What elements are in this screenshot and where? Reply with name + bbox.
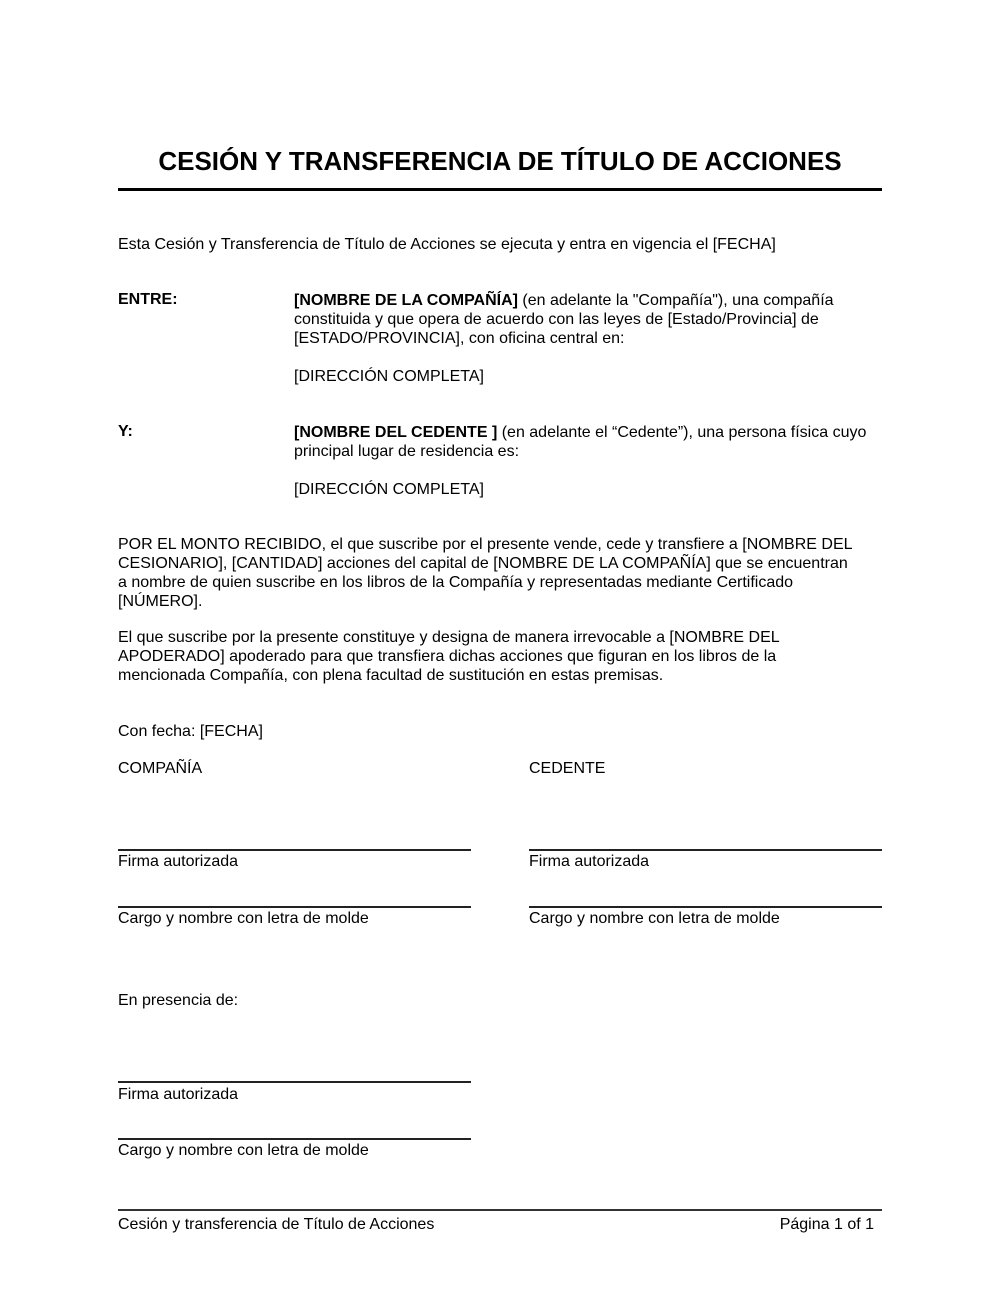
company-signature-label: Firma autorizada [118, 853, 239, 870]
company-name-placeholder: [NOMBRE DE LA COMPAÑÍA] [294, 292, 518, 309]
intro-paragraph: Esta Cesión y Transferencia de Título de Acciones se ejecuta y entra en vigencia el [FECHA] [118, 236, 776, 253]
company-address: [DIRECCIÓN COMPLETA] [294, 368, 484, 385]
company-signature-heading: COMPAÑÍA [118, 760, 203, 777]
assignor-signature-label: Firma autorizada [529, 853, 650, 870]
witness-signature-label: Firma autorizada [118, 1086, 239, 1103]
party-label-entre: ENTRE: [118, 291, 178, 308]
witness-name-line[interactable] [118, 1138, 471, 1140]
document-title: CESIÓN Y TRANSFERENCIA DE TÍTULO DE ACCIONES [158, 146, 842, 176]
title-divider [118, 188, 882, 191]
footer-page-number: Página 1 of 1 [779, 1216, 874, 1233]
assignor-name-placeholder: [NOMBRE DEL CEDENTE ] [294, 424, 498, 441]
party-assignor-description: [NOMBRE DEL CEDENTE ] (en adelante el “Cedente”), una persona física cuyo principal lugar de residencia es: [294, 424, 867, 460]
company-signature-line[interactable] [118, 849, 471, 851]
footer-divider [118, 1209, 882, 1211]
attorney-paragraph: El que suscribe por la presente constituye y designa de manera irrevocable a [NOMBRE DEL APODERADO] apoderado para que transfiera dichas acciones que figuran en los libros de la mencionada Compañía, con plena facultad de sustitución en estas premisas. [118, 629, 780, 684]
footer-document-name: Cesión y transferencia de Título de Acciones [118, 1216, 435, 1233]
company-name-line[interactable] [118, 906, 471, 908]
witness-heading: En presencia de: [118, 992, 239, 1009]
assignor-signature-line[interactable] [529, 849, 882, 851]
assignor-signature-heading: CEDENTE [529, 760, 606, 777]
date-line: Con fecha: [FECHA] [118, 723, 263, 740]
assignor-name-line[interactable] [529, 906, 882, 908]
transfer-paragraph: POR EL MONTO RECIBIDO, el que suscribe por el presente vende, cede y transfiere a [NOMBRE DEL CESIONARIO], [CANTIDAD] acciones del capital de [NOMBRE DE LA COMPAÑÍA] que se encuentran a nombre de quien suscribe en los libros de la Compañía y representadas mediante Certificado [NÚMERO]. [118, 536, 853, 610]
witness-signature-line[interactable] [118, 1081, 471, 1083]
assignor-name-label: Cargo y nombre con letra de molde [529, 910, 780, 927]
assignor-address: [DIRECCIÓN COMPLETA] [294, 481, 484, 498]
witness-name-label: Cargo y nombre con letra de molde [118, 1142, 369, 1159]
party-company-description: [NOMBRE DE LA COMPAÑÍA] (en adelante la "Compañía"), una compañía constituida y que opera de acuerdo con las leyes de [Estado/Provincia] de [ESTADO/PROVINCIA], con oficina central en: [294, 292, 834, 347]
party-label-y: Y: [118, 423, 133, 440]
company-name-label: Cargo y nombre con letra de molde [118, 910, 369, 927]
